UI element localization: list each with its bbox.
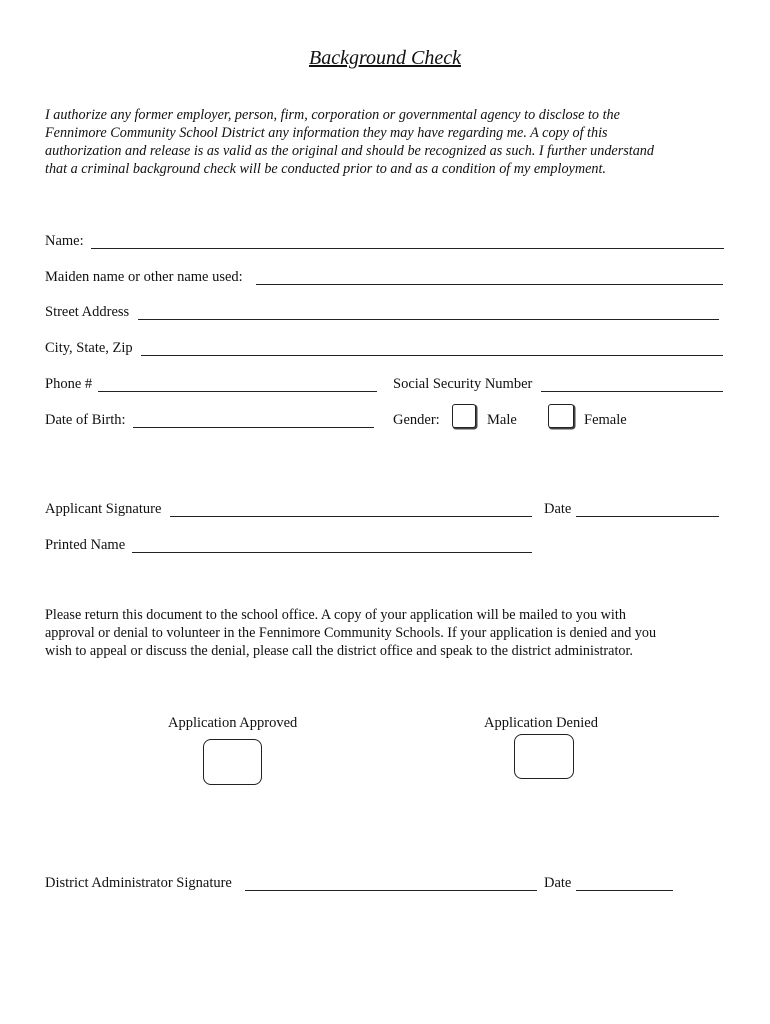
dob-field[interactable] [133,427,374,428]
phone-label: Phone # [45,376,93,392]
maiden-name-field[interactable] [256,284,723,285]
instructions-paragraph [45,606,735,660]
female-checkbox[interactable] [548,404,574,428]
applicant-signature-field[interactable] [170,516,532,517]
application-denied-checkbox[interactable] [514,734,574,779]
printed-name-label: Printed Name [45,537,126,553]
ssn-field[interactable] [541,391,723,392]
application-denied-label: Application Denied [484,715,598,731]
phone-field[interactable] [98,391,377,392]
city-state-zip-label: City, State, Zip [45,340,133,356]
instructions-line: wish to appeal or discuss the denial, please call the district office and speak to the district administrator. [45,643,633,659]
printed-name-field[interactable] [132,552,532,553]
street-address-field[interactable] [138,319,719,320]
ssn-label: Social Security Number [393,376,533,392]
authorization-line: authorization and release is as valid as the original and should be recognized as such. I further understand [45,142,654,159]
street-address-label: Street Address [45,304,130,320]
authorization-paragraph [45,107,735,179]
instructions-line: approval or denial to volunteer in the Fennimore Community Schools. If your application is denied and you [45,625,657,641]
authorization-line: Fennimore Community School District any information they may have regarding me. A copy of this [45,124,608,141]
authorization-line: that a criminal background check will be conducted prior to and as a condition of my employment. [45,160,606,177]
admin-signature-label: District Administrator Signature [45,875,232,891]
admin-signature-field[interactable] [245,890,537,891]
name-label: Name: [45,233,84,249]
name-field[interactable] [91,248,724,249]
gender-label: Gender: [393,412,440,428]
applicant-signature-label: Applicant Signature [45,501,162,517]
female-label: Female [584,412,627,428]
page-title: Background Check [309,47,461,69]
application-approved-label: Application Approved [168,715,298,731]
city-state-zip-field[interactable] [141,355,723,356]
instructions-line: Please return this document to the school office. A copy of your application will be mailed to you with [45,607,626,623]
dob-label: Date of Birth: [45,412,126,428]
male-checkbox[interactable] [452,404,476,428]
maiden-name-label: Maiden name or other name used: [45,269,243,285]
admin-date-label: Date [544,875,572,891]
authorization-line: I authorize any former employer, person, firm, corporation or governmental agency to disclose to the [45,107,620,123]
application-approved-checkbox[interactable] [203,739,262,785]
applicant-date-field[interactable] [576,516,719,517]
admin-date-field[interactable] [576,890,673,891]
applicant-date-label: Date [544,501,572,517]
male-label: Male [487,412,517,428]
